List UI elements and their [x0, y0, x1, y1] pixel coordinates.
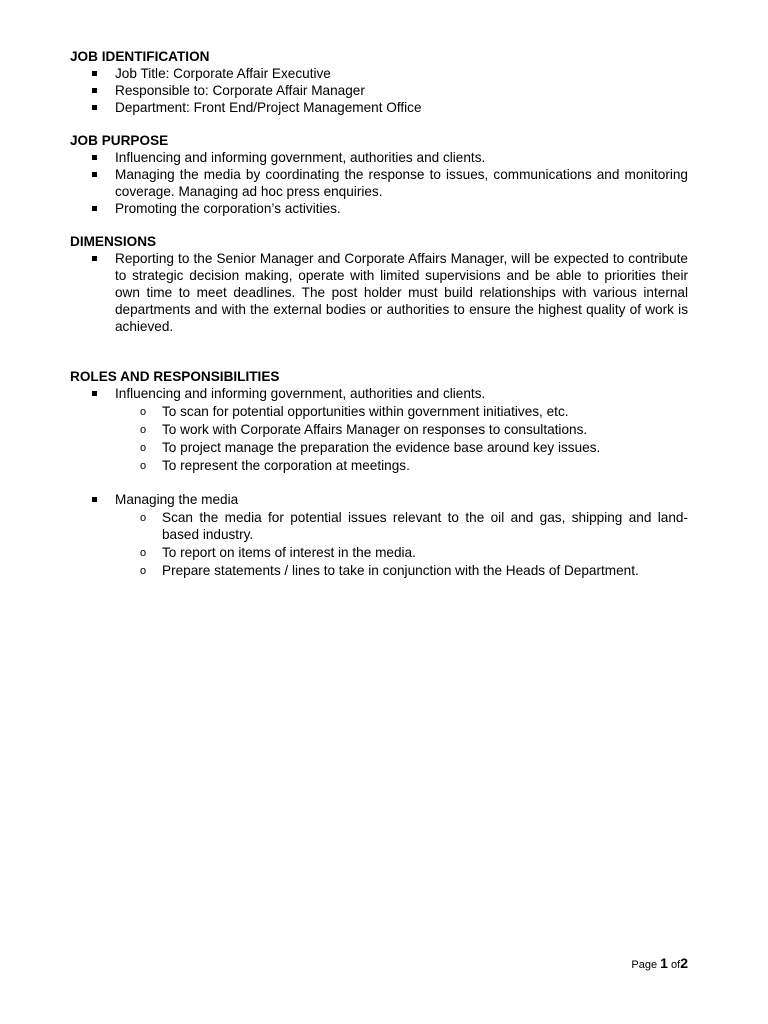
section-heading: ROLES AND RESPONSIBILITIES [70, 369, 280, 384]
circle-bullet-icon: o [140, 565, 147, 577]
list-item-text: Promoting the corporation’s activities. [115, 201, 341, 216]
square-bullet-icon [92, 256, 97, 261]
section-dimensions [70, 233, 688, 335]
page-total: 2 [680, 955, 688, 971]
list-item [70, 99, 688, 116]
sub-list-item [140, 457, 688, 474]
circle-bullet-icon: o [140, 460, 147, 472]
list-item [70, 82, 688, 99]
bullet-list [70, 250, 688, 335]
circle-bullet-icon: o [140, 547, 147, 559]
sub-list-item-text: To work with Corporate Affairs Manager on responses to consultations. [162, 422, 588, 437]
square-bullet-icon [92, 206, 97, 211]
sub-list-item [140, 439, 688, 456]
list-item [70, 149, 688, 166]
list-item [70, 200, 688, 217]
list-item [70, 166, 688, 200]
list-item-text: Influencing and informing government, authorities and clients. [115, 386, 486, 401]
list-item [70, 491, 688, 508]
sub-list-item-text: Scan the media for potential issues relevant to the oil and gas, shipping and land-based industry. [162, 510, 688, 542]
bullet-list [70, 491, 688, 508]
square-bullet-icon [92, 172, 97, 177]
sub-bullet-list [70, 403, 688, 474]
square-bullet-icon [92, 391, 97, 396]
page-footer [631, 955, 688, 974]
sub-list-item [140, 544, 688, 561]
list-item-text: Managing the media [115, 492, 239, 507]
sub-list-item [140, 421, 688, 438]
list-item-text: Responsible to: Corporate Affair Manager [115, 83, 365, 98]
section-heading: JOB PURPOSE [70, 133, 169, 148]
bullet-list [70, 65, 688, 116]
document-body [70, 48, 688, 595]
page-number: 1 [660, 955, 668, 971]
of-label: of [671, 959, 681, 971]
page-label: Page [631, 959, 658, 971]
sub-list-item-text: To report on items of interest in the media. [162, 545, 416, 560]
section-roles-and-responsibilities [70, 368, 688, 579]
square-bullet-icon [92, 155, 97, 160]
list-item-text: Job Title: Corporate Affair Executive [115, 66, 331, 81]
sub-list-item [140, 509, 688, 543]
list-item-text: Department: Front End/Project Management Office [115, 100, 422, 115]
circle-bullet-icon: o [140, 442, 147, 454]
sub-list-item-text: To project manage the preparation the evidence base around key issues. [162, 440, 601, 455]
section-job-purpose [70, 132, 688, 217]
list-item [70, 65, 688, 82]
sub-bullet-list [70, 509, 688, 579]
list-item-text: Influencing and informing government, authorities and clients. [115, 150, 486, 165]
square-bullet-icon [92, 88, 97, 93]
sub-list-item-text: Prepare statements / lines to take in conjunction with the Heads of Department. [162, 563, 639, 578]
section-heading: DIMENSIONS [70, 234, 157, 249]
circle-bullet-icon: o [140, 424, 147, 436]
sub-list-item [140, 562, 688, 579]
sub-list-item-text: To represent the corporation at meetings. [162, 458, 410, 473]
list-item [70, 250, 688, 335]
square-bullet-icon [92, 105, 97, 110]
circle-bullet-icon: o [140, 512, 147, 524]
square-bullet-icon [92, 497, 97, 502]
square-bullet-icon [92, 71, 97, 76]
list-item [70, 385, 688, 402]
list-item-text: Reporting to the Senior Manager and Corporate Affairs Manager, will be expected to contribute to strategic decision making, operate with limited supervisions and be able to priorities their own time to meet deadlines. The post holder must build relationships with various internal departments and with the external bodies or authorities to ensure the highest quality of work is achieved. [115, 251, 688, 334]
bullet-list [70, 385, 688, 402]
list-item-text: Managing the media by coordinating the response to issues, communications and monitoring coverage. Managing ad hoc press enquiries. [115, 167, 688, 199]
section-heading: JOB IDENTIFICATION [70, 49, 210, 64]
bullet-list [70, 149, 688, 217]
circle-bullet-icon: o [140, 406, 147, 418]
sub-list-item-text: To scan for potential opportunities within government initiatives, etc. [162, 404, 569, 419]
section-job-identification [70, 48, 688, 116]
sub-list-item [140, 403, 688, 420]
